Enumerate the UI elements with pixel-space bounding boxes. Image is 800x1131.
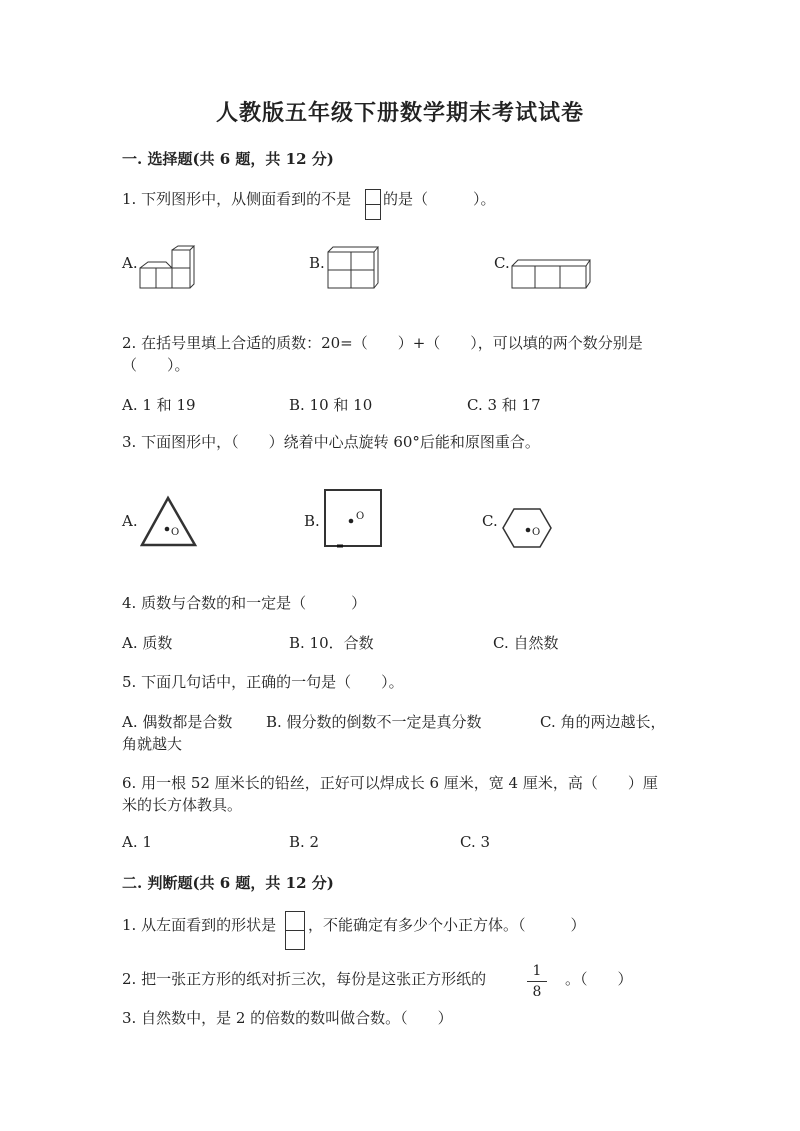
judge-2-stem-after: 。（ ） [565, 970, 633, 988]
q3-option-c-label: C. [482, 512, 498, 530]
q5-option-c: C. 角的两边越长， [540, 713, 666, 731]
question-3-stem: 3. 下面图形中，（ ）绕着中心点旋转 60°后能和原图重合。 [122, 433, 540, 451]
section-heading: 二. 判断题(共 6 题，共 12 分) [122, 874, 334, 892]
fraction-denominator: 8 [532, 984, 542, 1000]
q5-option-c-line2: 角就越大 [122, 735, 183, 753]
q1-option-b-cube-figure [326, 246, 380, 290]
page-title: 人教版五年级下册数学期末考试试卷 [215, 100, 584, 126]
q3-option-b-label: B. [304, 512, 320, 530]
q2-option-c: C. 3 和 17 [467, 396, 541, 414]
q3-a-center-label: O [171, 527, 180, 538]
q4-option-a: A. 质数 [122, 634, 173, 652]
judge-1-stem-after: ，不能确定有多少个小正方体。（ ） [308, 916, 586, 934]
q3-triangle-figure [140, 495, 198, 549]
judge-2-stem-before: 2. 把一张正方形的纸对折三次，每份是这张正方形纸的 [122, 970, 487, 988]
judge-3-stem: 3. 自然数中，是 2 的倍数的数叫做合数。（ ） [122, 1009, 453, 1027]
q5-option-a: A. 偶数都是合数 [122, 713, 233, 731]
q1-option-a-cube-figure [138, 244, 196, 290]
question-1-stem-after: 的是（ ）。 [383, 190, 496, 208]
q3-b-center-label: O [356, 511, 365, 522]
fraction-one-eighth [527, 963, 547, 1000]
judge-1-stem-before: 1. 从左面看到的形状是 [122, 916, 277, 934]
q1-option-a-label: A. [122, 254, 138, 272]
q3-option-a-label: A. [122, 512, 138, 530]
side-view-two-squares-icon [365, 189, 381, 221]
q2-option-a: A. 1 和 19 [122, 396, 196, 414]
section-heading: 一. 选择题(共 6 题，共 12 分) [122, 150, 334, 168]
q1-option-c-label: C. [494, 254, 510, 272]
q3-c-center-label: O [532, 527, 541, 538]
question-2-stem-line2: （ ）。 [122, 356, 190, 374]
question-1-stem-before: 1. 下列图形中，从侧面看到的不是 [122, 190, 352, 208]
question-4-stem: 4. 质数与合数的和一定是（ ） [122, 594, 367, 612]
q6-option-c: C. 3 [460, 833, 491, 851]
q3-square-figure [323, 488, 383, 550]
q3-hexagon-figure [500, 506, 554, 550]
q6-option-b: B. 2 [289, 833, 320, 851]
q5-option-b: B. 假分数的倒数不一定是真分数 [266, 713, 482, 731]
q4-option-c: C. 自然数 [493, 634, 559, 652]
q2-option-b: B. 10 和 10 [289, 396, 373, 414]
q1-option-b-label: B. [309, 254, 325, 272]
left-view-two-squares-icon [285, 911, 305, 951]
q4-option-b: B. 10．合数 [289, 634, 374, 652]
question-5-stem: 5. 下面几句话中，正确的一句是（ ）。 [122, 673, 404, 691]
fraction-numerator: 1 [532, 963, 542, 979]
question-2-stem: 2. 在括号里填上合适的质数：20=（ ）+（ ），可以填的两个数分别是 [122, 334, 643, 352]
q6-option-a: A. 1 [122, 833, 152, 851]
question-6-stem-line2: 米的长方体教具。 [122, 796, 243, 814]
question-6-stem: 6. 用一根 52 厘米长的铅丝，正好可以焊成长 6 厘米，宽 4 厘米，高（ ）厘 [122, 774, 658, 792]
q1-option-c-cube-figure [510, 258, 592, 290]
